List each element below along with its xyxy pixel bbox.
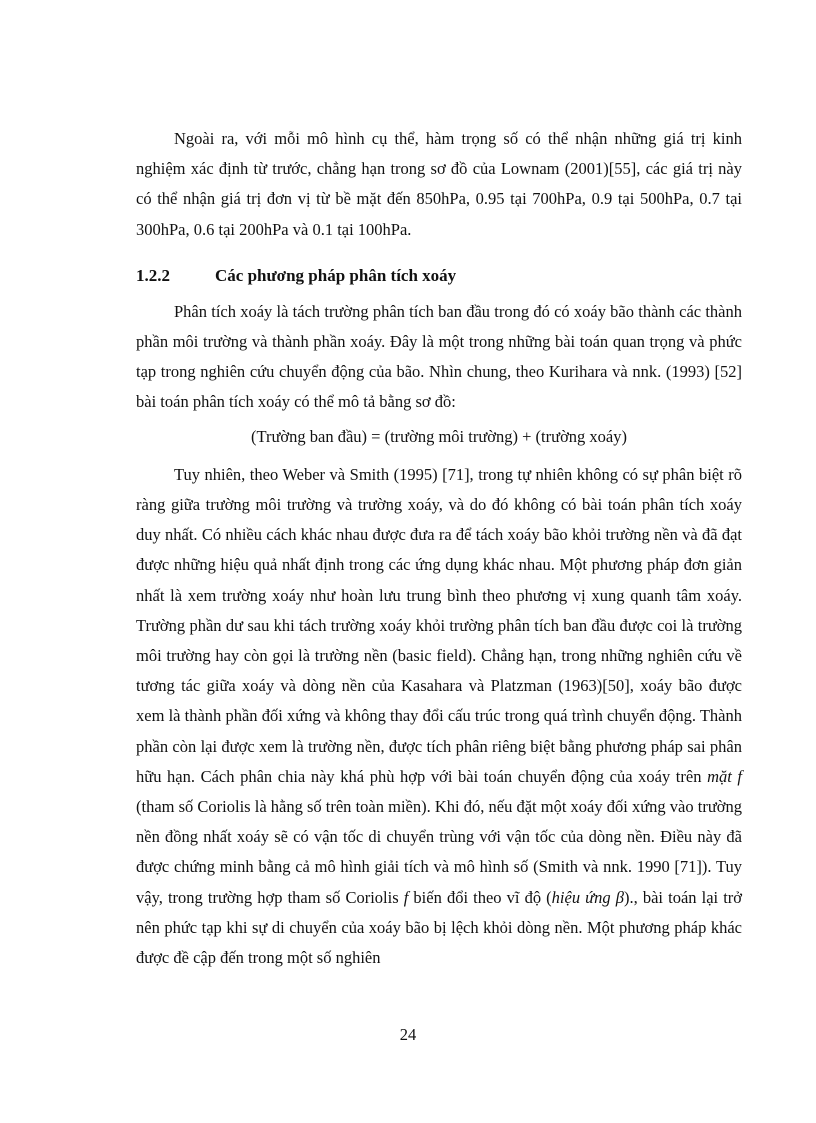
section-number: 1.2.2: [136, 265, 170, 285]
paragraph-methods: [136, 460, 742, 973]
section-heading: [136, 261, 742, 291]
paragraph-methods-part-b: (tham số Coriolis là hằng số trên toàn miền). Khi đó, nếu đặt một xoáy đối xứng vào trường nền đồng nhất xoáy sẽ có vận tốc di chuyển trùng với vận tốc của dòng nền. Điều này đã được chứng minh bằng cả mô hình giải tích và mô hình số (Smith và nnk. 1990 [71]). Tuy vậy, trong trường hợp tham số Coriolis: [136, 797, 742, 907]
italic-f: f: [403, 887, 409, 907]
italic-f-plane: mặt f: [707, 766, 742, 786]
paragraph-methods-part-d: )., bài toán lại trở nên phức tạp khi sự di chuyển của xoáy bão bị lệch khỏi dòng nền. Một phương pháp khác được đề cập đến trong một số nghiên: [136, 887, 743, 968]
section-title: Các phương pháp phân tích xoáy: [215, 265, 457, 285]
paragraph-methods-part-c: biến đổi theo vĩ độ (: [408, 887, 552, 907]
formula: (Trường ban đầu) = (trường môi trường) + (trường xoáy): [251, 426, 627, 446]
page-number: 24: [399, 1025, 417, 1044]
paragraph-methods-part-a: Tuy nhiên, theo Weber và Smith (1995) [71], trong tự nhiên không có sự phân biệt rõ ràng giữa trường môi trường và trường xoáy, và do đó không có bài toán phân tích xoáy duy nhất. Có nhiều cách khác nhau được đưa ra để tách xoáy bão khỏi trường nền và đã đạt được những hiệu quả nhất định trong các ứng dụng khác nhau. Một phương pháp đơn giản nhất là xem trường xoáy như hoàn lưu trung bình theo phương vị xung quanh tâm xoáy. Trường phần dư sau khi tách trường xoáy khỏi trường phân tích ban đầu được coi là trường môi trường hay còn gọi là trường nền (basic field). Chẳng hạn, trong những nghiên cứu về tương tác giữa xoáy và dòng nền của Kasahara và Platzman (1963)[50], xoáy bão được xem là thành phần đối xứng và không thay đổi cấu trúc trong quá trình chuyển động. Thành phần còn lại được xem là trường nền, được tích phân riêng biệt bằng phương pháp sai phân hữu hạn. Cách phân chia này khá phù hợp với bài toán chuyển động của xoáy trên: [136, 464, 742, 786]
italic-beta-effect: hiệu ứng β: [551, 887, 624, 907]
page-body: [136, 124, 742, 973]
paragraph-intro: Ngoài ra, với mỗi mô hình cụ thể, hàm trọng số có thể nhận những giá trị kinh nghiệm xác định từ trước, chẳng hạn trong sơ đồ của Lownam (2001)[55], các giá trị này có thể nhận giá trị đơn vị từ bề mặt đến 850hPa, 0.95 tại 700hPa, 0.9 tại 500hPa, 0.7 tại 300hPa, 0.6 tại 200hPa và 0.1 tại 100hPa.: [136, 129, 742, 239]
paragraph-vortex-analysis: Phân tích xoáy là tách trường phân tích ban đầu trong đó có xoáy bão thành các thành phần môi trường và thành phần xoáy. Đây là một trong những bài toán quan trọng và phức tạp trong nghiên cứu chuyển động của bão. Nhìn chung, theo Kurihara và nnk. (1993) [52] bài toán phân tích xoáy có thể mô tả bằng sơ đồ:: [136, 301, 742, 412]
